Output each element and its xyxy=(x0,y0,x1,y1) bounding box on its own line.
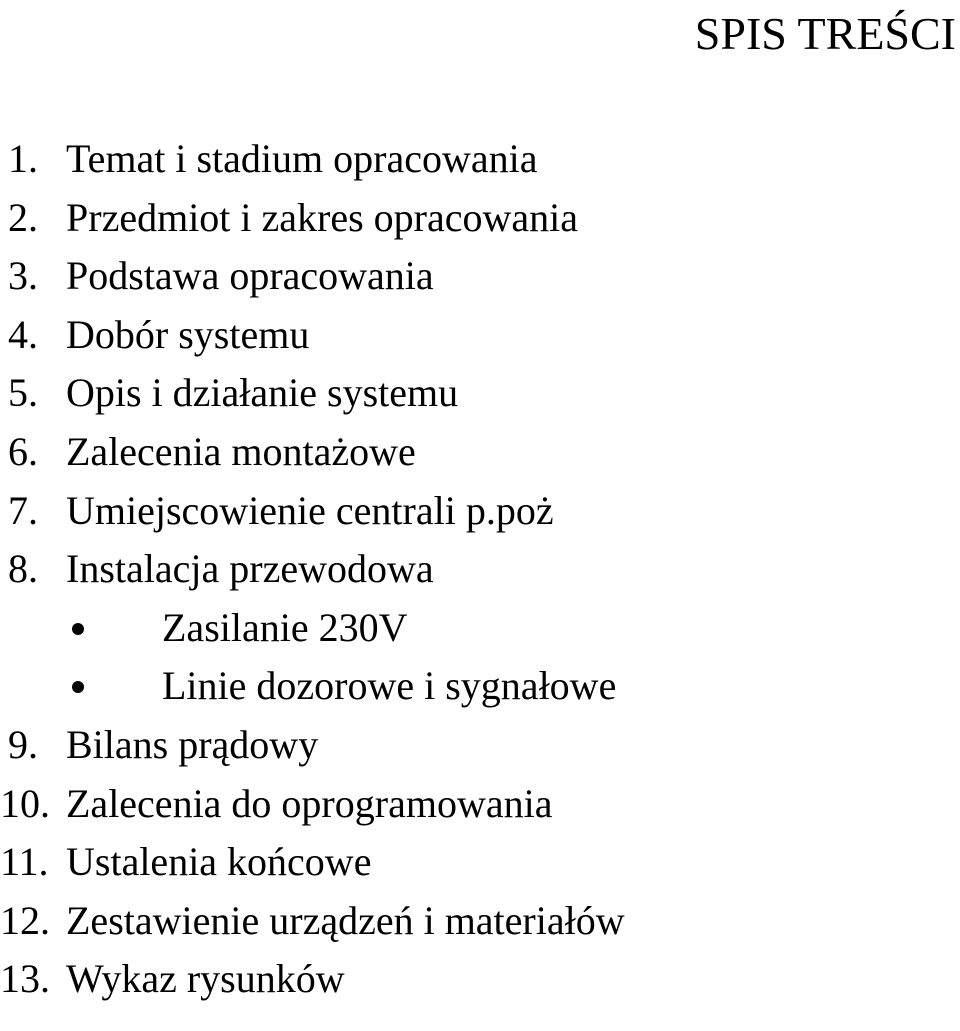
toc-item-number: 2. xyxy=(8,194,38,240)
table-of-contents xyxy=(0,130,960,1009)
toc-subitem-label: Zasilanie 230V xyxy=(162,604,408,650)
toc-item-label: Zalecenia montażowe xyxy=(66,428,416,474)
toc-item-label: Temat i stadium opracowania xyxy=(66,136,538,181)
toc-item-2 xyxy=(0,189,960,248)
toc-item-number: 12. xyxy=(0,897,50,943)
toc-item-number: 1. xyxy=(8,136,38,181)
toc-item-label: Przedmiot i zakres opracowania xyxy=(66,194,579,240)
bullet-icon xyxy=(72,681,84,693)
toc-item-number: 13. xyxy=(0,956,50,1002)
toc-item-number: 4. xyxy=(8,311,38,357)
toc-subitem-2 xyxy=(0,657,960,716)
toc-item-label: Ustalenia końcowe xyxy=(66,839,372,885)
toc-subitem-label: Linie dozorowe i sygnałowe xyxy=(162,663,617,709)
toc-item-label: Opis i działanie systemu xyxy=(66,370,459,416)
toc-item-label: Wykaz rysunków xyxy=(66,956,345,1002)
toc-item-number: 5. xyxy=(8,370,38,416)
toc-item-label: Bilans prądowy xyxy=(66,721,319,767)
toc-item-13 xyxy=(0,950,960,1009)
toc-item-9 xyxy=(0,716,960,775)
toc-item-number: 9. xyxy=(8,721,38,767)
toc-item-label: Podstawa opracowania xyxy=(66,253,434,299)
toc-item-11 xyxy=(0,833,960,892)
page-title: SPIS TREŚCI xyxy=(694,8,956,59)
toc-item-3 xyxy=(0,247,960,306)
toc-item-number: 3. xyxy=(8,253,38,299)
toc-item-number: 11. xyxy=(0,839,49,885)
toc-item-number: 6. xyxy=(8,428,38,474)
toc-item-number: 7. xyxy=(8,487,38,533)
toc-item-number: 8. xyxy=(8,546,38,592)
toc-item-1 xyxy=(0,130,960,189)
toc-item-5 xyxy=(0,364,960,423)
toc-item-7 xyxy=(0,482,960,541)
toc-item-4 xyxy=(0,306,960,365)
toc-subitem-1 xyxy=(0,599,960,658)
toc-item-8 xyxy=(0,540,960,599)
toc-item-6 xyxy=(0,423,960,482)
toc-item-label: Dobór systemu xyxy=(66,311,310,357)
toc-item-number: 10. xyxy=(0,780,50,826)
bullet-icon xyxy=(72,623,84,635)
toc-item-label: Instalacja przewodowa xyxy=(66,546,434,592)
toc-item-12 xyxy=(0,892,960,951)
toc-item-label: Zestawienie urządzeń i materiałów xyxy=(66,897,625,943)
toc-item-10 xyxy=(0,775,960,834)
toc-item-label: Umiejscowienie centrali p.poż xyxy=(66,487,554,533)
toc-item-label: Zalecenia do oprogramowania xyxy=(66,780,553,826)
